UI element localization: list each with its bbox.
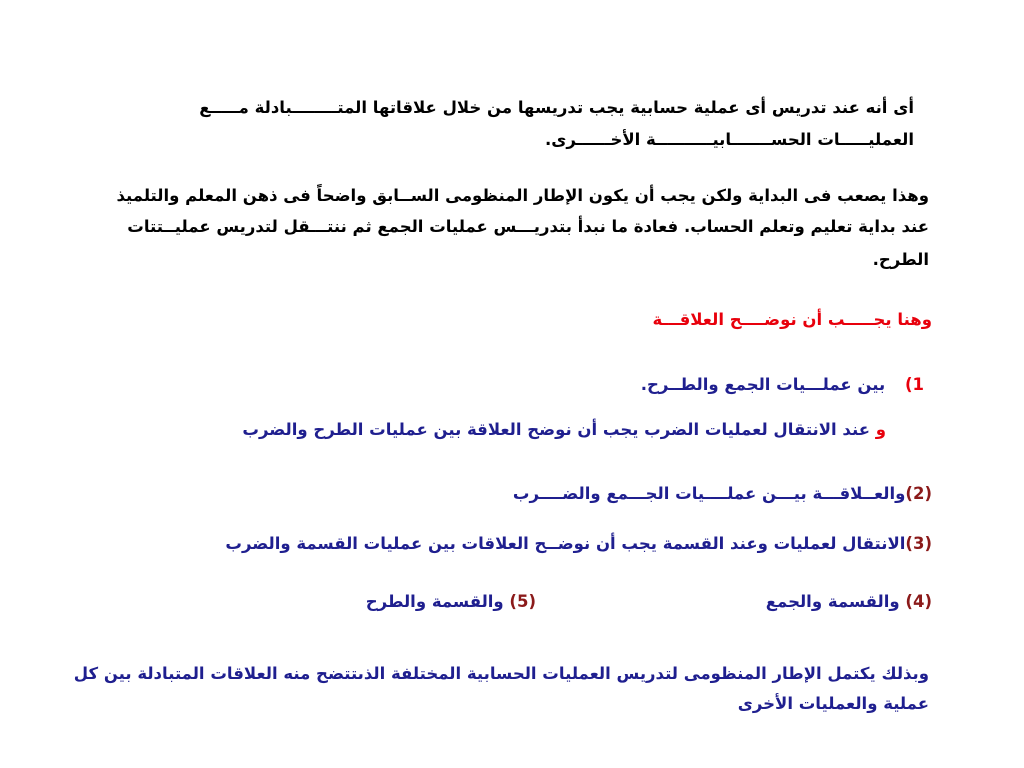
item-3: [225, 532, 932, 556]
item-5: [366, 590, 536, 614]
item-1-number: 1): [904, 375, 924, 394]
conclusion-line1: وبذلك يكتمل الإطار المنظومى لتدريس العمليات الحسابية المختلفة الذىتتضح منه العلاقات المتبادلة بين كل: [73, 664, 929, 683]
paragraph2-line2: عند بداية تعليم وتعلم الحساب. فعادة ما نبدأ بتدريـــس عمليات الجمع ثم ننتـــقل لتدريس عمليــتتات: [127, 217, 929, 236]
conclusion-line2: عملية والعمليات الأخرى: [737, 694, 929, 713]
relation-heading: وهنا يجـــــب أن نوضــــح العلاقـــة: [652, 310, 932, 329]
item-2-text: والعــلاقـــة بيـــن عملــــيات الجـــمع والضــــرب: [512, 484, 906, 503]
paragraph1-line2: العمليـــــات الحســـــــابيــــــــــة الأخــــــرى.: [544, 130, 914, 149]
item-1-sub: [242, 418, 886, 442]
item-3-number: (3): [905, 534, 932, 553]
item-4-text: والقسمة والجمع: [765, 592, 900, 611]
paragraph1-line1: أى أنه عند تدريس أى عملية حسابية يجب تدريسها من خلال علاقاتها المتــــــــبادلة مـــــع: [199, 98, 914, 117]
item-5-number: (5): [509, 592, 536, 611]
paragraph2-line3: الطرح.: [872, 250, 929, 269]
item-1: [641, 373, 924, 397]
item-1-sub-text: عند الانتقال لعمليات الضرب يجب أن نوضح العلاقة بين عمليات الطرح والضرب: [242, 420, 870, 439]
item-2-number: (2): [905, 484, 932, 503]
item-4: [766, 590, 932, 614]
paragraph2-line1: وهذا يصعب فى البداية ولكن يجب أن يكون الإطار المنظومى الســابق واضحاً فى ذهن المعلم والتلميذ: [116, 186, 929, 205]
item-3-text: الانتقال لعمليات وعند القسمة يجب أن نوضــح العلاقات بين عمليات القسمة والضرب: [225, 534, 906, 553]
item-2: [513, 482, 932, 506]
item-1-sub-prefix: و: [875, 420, 886, 439]
item-5-text: والقسمة والطرح: [365, 592, 504, 611]
item-1-text: بين عملـــيات الجمع والطــرح.: [640, 375, 886, 394]
item-4-number: (4): [905, 592, 932, 611]
